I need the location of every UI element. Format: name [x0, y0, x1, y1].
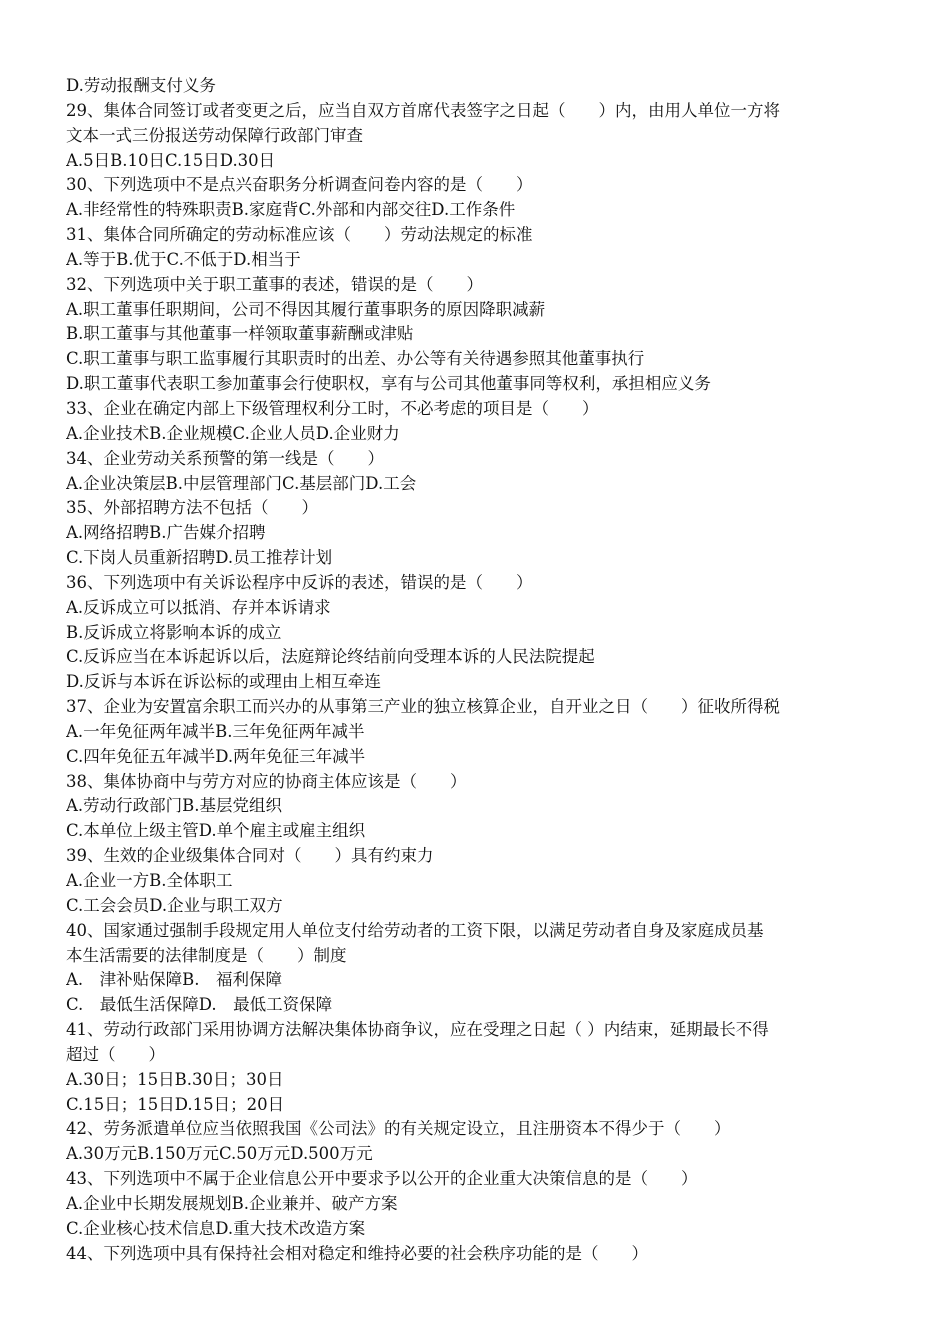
text-line: 30、下列选项中不是点兴奋职务分析调查问卷内容的是（ ） [66, 175, 533, 195]
text-line: C.企业核心技术信息D.重大技术改造方案 [66, 1218, 366, 1238]
text-line: 42、劳务派遣单位应当依照我国《公司法》的有关规定设立，且注册资本不得少于（ ） [66, 1119, 731, 1139]
text-line: 40、国家通过强制手段规定用人单位支付给劳动者的工资下限，以满足劳动者自身及家庭成员基 [66, 920, 764, 940]
text-line: D.职工董事代表职工参加董事会行使职权，享有与公司其他董事同等权利，承担相应义务 [66, 374, 711, 394]
text-line: A.职工董事任职期间，公司不得因其履行董事职务的原因降职减薪 [66, 299, 546, 319]
text-line: A.企业技术B.企业规模C.企业人员D.企业财力 [66, 423, 400, 443]
text-line: A.企业一方B.全体职工 [66, 871, 233, 890]
text-line: C.下岗人员重新招聘D.员工推荐计划 [66, 548, 333, 568]
text-line: A.非经常性的特殊职责B.家庭背C.外部和内部交往D.工作条件 [66, 200, 516, 220]
text-line: 35、外部招聘方法不包括（ ） [66, 498, 318, 518]
text-line: 36、下列选项中有关诉讼程序中反诉的表述，错误的是（ ） [66, 572, 533, 592]
text-line: B.职工董事与其他董事一样领取董事薪酬或津贴 [66, 324, 414, 344]
text-line: D.反诉与本诉在诉讼标的或理由上相互牵连 [66, 672, 381, 692]
text-line: 29、集体合同签订或者变更之后，应当自双方首席代表签字之日起（ ）内，由用人单位一方将 [66, 100, 780, 120]
text-line: A.企业决策层B.中层管理部门C.基层部门D.工会 [66, 473, 417, 493]
text-line: 33、企业在确定内部上下级管理权利分工时，不必考虑的项目是（ ） [66, 398, 599, 418]
text-line: A.5日B.10日C.15日D.30日 [66, 150, 276, 170]
text-line: 超过（ ） [66, 1044, 165, 1064]
text-line: A.网络招聘B.广告媒介招聘 [66, 523, 266, 543]
text-line: 34、企业劳动关系预警的第一线是（ ） [66, 448, 384, 468]
text-line: A.劳动行政部门B.基层党组织 [66, 796, 283, 816]
text-line: C. 最低生活保障D. 最低工资保障 [66, 995, 333, 1015]
text-line: C.反诉应当在本诉起诉以后，法庭辩论终结前向受理本诉的人民法院提起 [66, 647, 595, 667]
text-line: A.企业中长期发展规划B.企业兼并、破产方案 [66, 1193, 398, 1213]
text-line: 43、下列选项中不属于企业信息公开中要求予以公开的企业重大决策信息的是（ ） [66, 1169, 698, 1189]
text-line: D.劳动报酬支付义务 [66, 76, 216, 95]
text-line: A.等于B.优于C.不低于D.相当于 [66, 249, 301, 269]
text-line: A.一年免征两年减半B.三年免征两年减半 [66, 721, 365, 741]
text-line: A.30万元B.150万元C.50万元D.500万元 [66, 1144, 373, 1164]
text-line: C.15日；15日D.15日；20日 [66, 1094, 285, 1114]
text-line: C.四年免征五年减半D.两年免征三年减半 [66, 746, 366, 766]
text-line: 38、集体协商中与劳方对应的协商主体应该是（ ） [66, 771, 467, 791]
text-line: 44、下列选项中具有保持社会相对稳定和维持必要的社会秩序功能的是（ ） [66, 1243, 648, 1263]
text-line: C.本单位上级主管D.单个雇主或雇主组织 [66, 821, 366, 841]
text-line: A.反诉成立可以抵消、存并本诉请求 [66, 597, 331, 617]
text-line: 本生活需要的法律制度是（ ）制度 [66, 945, 347, 965]
text-line: 39、生效的企业级集体合同对（ ）具有约束力 [66, 846, 434, 866]
text-line: C.职工董事与职工监事履行其职责时的出差、办公等有关待遇参照其他董事执行 [66, 349, 645, 369]
text-line: 32、下列选项中关于职工董事的表述，错误的是（ ） [66, 274, 483, 294]
text-line: 31、集体合同所确定的劳动标准应该（ ）劳动法规定的标准 [66, 225, 533, 245]
text-line: A.30日；15日B.30日；30日 [66, 1069, 284, 1089]
text-line: 37、企业为安置富余职工而兴办的从事第三产业的独立核算企业，自开业之日（ ）征收所得税 [66, 697, 780, 717]
text-line: A. 津补贴保障B. 福利保障 [66, 970, 283, 990]
text-line: 41、劳动行政部门采用协调方法解决集体协商争议，应在受理之日起（ ）内结束，延期最长不得 [66, 1020, 769, 1040]
document-page [66, 74, 896, 1267]
text-line: B.反诉成立将影响本诉的成立 [66, 622, 282, 642]
text-line: C.工会会员D.企业与职工双方 [66, 895, 283, 915]
text-line: 文本一式三份报送劳动保障行政部门审查 [66, 125, 363, 145]
